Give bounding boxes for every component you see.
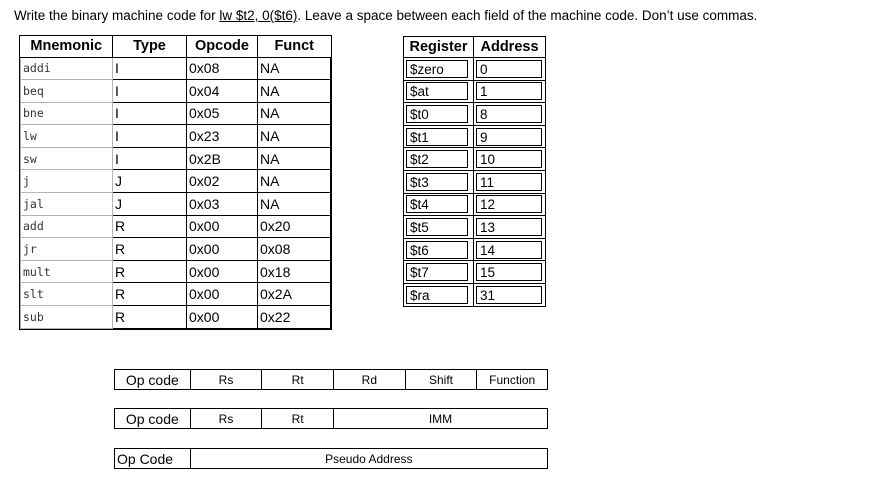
opcode-cell: 0x02	[187, 170, 258, 193]
header-mnemonic: Mnemonic	[21, 36, 113, 57]
r-opcode-field: Op code	[115, 370, 191, 389]
register-name-cell	[404, 261, 474, 284]
funct-cell: 0x22	[258, 306, 331, 329]
type-cell: J	[113, 193, 187, 216]
type-cell: I	[113, 125, 187, 148]
opcode-cell: 0x00	[187, 283, 258, 306]
register-address-cell	[474, 125, 546, 148]
register-name: $t6	[406, 241, 468, 259]
register-address: 1	[476, 82, 542, 100]
opcode-cell: 0x00	[187, 238, 258, 261]
register-row	[404, 261, 546, 284]
register-name: $t1	[406, 128, 468, 146]
register-address: 31	[476, 286, 542, 304]
header-register: Register	[404, 37, 474, 58]
instruction-row	[21, 80, 331, 103]
register-address-cell	[474, 216, 546, 239]
instruction-row	[21, 170, 331, 193]
type-cell: I	[113, 147, 187, 170]
instruction-row	[21, 125, 331, 148]
i-type-format	[114, 408, 548, 429]
register-name-cell	[404, 238, 474, 261]
question-text	[14, 8, 757, 23]
register-table	[403, 36, 546, 307]
register-name: $t2	[406, 150, 468, 168]
instruction-row	[21, 260, 331, 283]
instruction-table	[20, 36, 331, 329]
i-rs-field: Rs	[191, 409, 263, 428]
register-row	[404, 58, 546, 81]
register-row	[404, 283, 546, 306]
register-name-cell	[404, 80, 474, 103]
register-row	[404, 216, 546, 239]
funct-cell: 0x20	[258, 215, 331, 238]
register-address: 12	[476, 195, 542, 213]
opcode-cell: 0x23	[187, 125, 258, 148]
mnemonic-cell: sub	[21, 306, 113, 329]
register-address: 14	[476, 241, 542, 259]
type-cell: I	[113, 57, 187, 80]
register-name: $zero	[406, 60, 468, 78]
register-name: $ra	[406, 286, 468, 304]
register-address: 8	[476, 105, 542, 123]
r-function-field: Function	[489, 372, 536, 387]
i-opcode-field: Op code	[115, 409, 191, 428]
j-pseudo-address-field: Pseudo Address	[325, 451, 413, 466]
register-address-cell	[474, 238, 546, 261]
register-address-cell	[474, 148, 546, 171]
instruction-row	[21, 193, 331, 216]
type-cell: R	[113, 215, 187, 238]
register-address: 10	[476, 150, 542, 168]
instruction-row	[21, 102, 331, 125]
instruction-row	[21, 306, 331, 329]
register-row	[404, 148, 546, 171]
type-cell: I	[113, 102, 187, 125]
register-name-cell	[404, 103, 474, 126]
header-type: Type	[113, 36, 187, 57]
funct-cell: NA	[258, 193, 331, 216]
mnemonic-cell: sw	[21, 147, 113, 170]
register-address: 11	[476, 173, 542, 191]
type-cell: J	[113, 170, 187, 193]
register-name-cell	[404, 58, 474, 81]
header-address: Address	[474, 37, 546, 58]
r-shift-field: Shift	[406, 370, 478, 389]
register-name-cell	[404, 216, 474, 239]
register-address: 9	[476, 128, 542, 146]
funct-cell: 0x2A	[258, 283, 331, 306]
opcode-cell: 0x00	[187, 215, 258, 238]
funct-cell: NA	[258, 57, 331, 80]
register-address-cell	[474, 193, 546, 216]
question-prefix: Write the binary machine code for	[14, 8, 220, 23]
funct-cell: 0x18	[258, 260, 331, 283]
j-type-format	[114, 448, 548, 469]
opcode-cell: 0x05	[187, 102, 258, 125]
register-row	[404, 103, 546, 126]
mnemonic-cell: jal	[21, 193, 113, 216]
register-row	[404, 193, 546, 216]
instruction-row	[21, 57, 331, 80]
mnemonic-cell: beq	[21, 80, 113, 103]
mnemonic-cell: j	[21, 170, 113, 193]
register-row	[404, 80, 546, 103]
type-cell: R	[113, 238, 187, 261]
header-funct: Funct	[258, 36, 331, 57]
register-name: $t7	[406, 263, 468, 281]
opcode-cell: 0x00	[187, 306, 258, 329]
j-opcode-field: Op Code	[115, 449, 191, 468]
register-name-cell	[404, 148, 474, 171]
mnemonic-cell: slt	[21, 283, 113, 306]
opcode-cell: 0x03	[187, 193, 258, 216]
mnemonic-cell: lw	[21, 125, 113, 148]
mnemonic-cell: bne	[21, 102, 113, 125]
register-name-cell	[404, 170, 474, 193]
register-address: 0	[476, 60, 542, 78]
register-name-cell	[404, 125, 474, 148]
register-address-cell	[474, 283, 546, 306]
instruction-row	[21, 283, 331, 306]
type-cell: R	[113, 306, 187, 329]
register-name: $t5	[406, 218, 468, 236]
instruction-table-header	[21, 36, 331, 57]
register-name: $t4	[406, 195, 468, 213]
opcode-cell: 0x2B	[187, 147, 258, 170]
r-rd-field: Rd	[334, 370, 406, 389]
register-table-header	[404, 37, 546, 58]
register-address: 13	[476, 218, 542, 236]
register-name-cell	[404, 283, 474, 306]
mnemonic-cell: jr	[21, 238, 113, 261]
r-rs-field: Rs	[191, 370, 263, 389]
i-rt-field: Rt	[262, 409, 334, 428]
register-name: $t0	[406, 105, 468, 123]
register-name: $t3	[406, 173, 468, 191]
type-cell: R	[113, 283, 187, 306]
opcode-cell: 0x08	[187, 57, 258, 80]
header-opcode: Opcode	[187, 36, 258, 57]
register-address-cell	[474, 103, 546, 126]
instruction-row	[21, 238, 331, 261]
mnemonic-cell: addi	[21, 57, 113, 80]
opcode-cell: 0x04	[187, 80, 258, 103]
instruction-row	[21, 147, 331, 170]
register-row	[404, 238, 546, 261]
funct-cell: NA	[258, 170, 331, 193]
register-name-cell	[404, 193, 474, 216]
opcode-cell: 0x00	[187, 260, 258, 283]
register-address: 15	[476, 263, 542, 281]
funct-cell: 0x08	[258, 238, 331, 261]
type-cell: I	[113, 80, 187, 103]
register-address-cell	[474, 80, 546, 103]
funct-cell: NA	[258, 125, 331, 148]
i-imm-field: IMM	[428, 411, 453, 426]
register-row	[404, 125, 546, 148]
question-suffix: . Leave a space between each field of the machine code. Don’t use commas.	[297, 8, 758, 23]
register-address-cell	[474, 261, 546, 284]
register-name: $at	[406, 82, 468, 100]
funct-cell: NA	[258, 147, 331, 170]
funct-cell: NA	[258, 102, 331, 125]
r-type-format	[114, 369, 548, 390]
r-rt-field: Rt	[262, 370, 334, 389]
register-address-cell	[474, 58, 546, 81]
register-address-cell	[474, 170, 546, 193]
question-instruction: lw $t2, 0($t6)	[219, 8, 298, 23]
instruction-row	[21, 215, 331, 238]
mnemonic-cell: add	[21, 215, 113, 238]
funct-cell: NA	[258, 80, 331, 103]
mnemonic-cell: mult	[21, 260, 113, 283]
type-cell: R	[113, 260, 187, 283]
register-row	[404, 170, 546, 193]
